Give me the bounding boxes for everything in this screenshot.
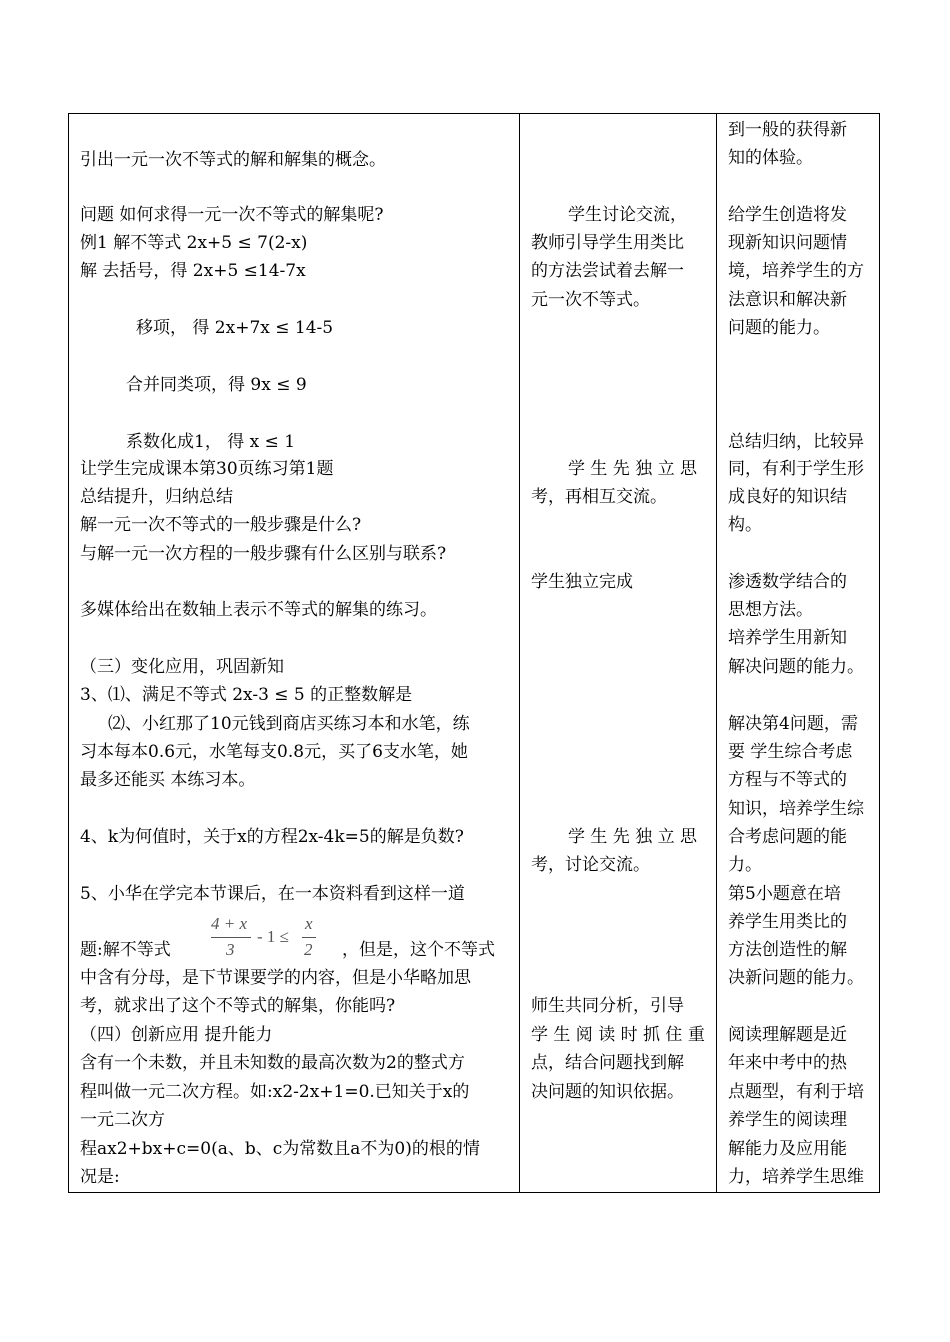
fraction-1-numerator: 4 + x [211,914,248,933]
intent-1-line-2: 现新知识问题情 [728,233,847,253]
activity-4-line-1: 学 生 先 独 立 思 [568,827,698,847]
activity-5-line-1: 师生共同分析，引导 [531,996,684,1016]
activity-2-line-2: 考，再相互交流。 [531,487,667,507]
problem-3-2-line-1: ⑵、小红那了10元钱到商店买练习本和水笔，练 [108,714,470,734]
fraction-1-denominator: 3 [226,940,235,959]
fraction-2-bar [302,937,316,938]
problem-6-line-5: 况是: [80,1167,120,1187]
solve-step-1: 解 去括号，得 2x+5 ≤14-7x [80,261,306,281]
problem-3-1: 3、⑴、满足不等式 2x-3 ≤ 5 的正整数解是 [80,685,413,705]
example-1: 例1 解不等式 2x+5 ≤ 7(2-x) [80,233,308,253]
content-column [69,114,519,1192]
practice-line: 让学生完成课本第30页练习第1题 [80,459,334,479]
intent-2-line-3: 成良好的知识结 [728,487,847,507]
solve-step-2: 移项， 得 2x+7x ≤ 14-5 [136,318,334,338]
problem-5-line-4: 考，就求出了这个不等式的解集，你能吗? [80,996,396,1016]
intent-1-line-3: 境，培养学生的方 [728,261,864,281]
activity-5-line-4: 决问题的知识依据。 [531,1082,684,1102]
formula-middle: - 1 ≤ [257,927,289,946]
problem-6-line-1: 含有一个未数，并且未知数的最高次数为2的整式方 [80,1053,465,1073]
intent-4-line-4: 知识，培养学生综 [728,799,864,819]
intent-3-line-4: 解决问题的能力。 [728,657,864,677]
fraction-2-numerator: x [305,914,313,933]
intent-2-line-2: 同，有利于学生形 [728,459,864,479]
problem-5-line-1: 5、小华在学完本节课后，在一本资料看到这样一道 [80,884,465,904]
intent-5-line-2: 养学生用类比的 [728,912,847,932]
intent-1-line-1: 给学生创造将发 [728,205,847,225]
intent-1-line-5: 问题的能力。 [728,318,830,338]
intent-1-line-4: 法意识和解决新 [728,290,847,310]
concept-line: 引出一元一次不等式的解和解集的概念。 [80,150,386,170]
summary-line: 总结提升，归纳总结 [80,487,233,507]
intent-5-line-1: 第5小题意在培 [728,884,841,904]
intent-0-line-1: 到一般的获得新 [728,120,847,140]
intent-3-line-2: 思想方法。 [728,600,813,620]
summary-question-2: 与解一元一次方程的一般步骤有什么区别与联系? [80,544,447,564]
intent-4-line-2: 要 学生综合考虑 [728,742,853,762]
intent-6-line-1: 阅读理解题是近 [728,1025,847,1045]
activity-1-line-1: 学生讨论交流， [568,205,687,225]
intent-2-line-4: 构。 [728,515,762,535]
activity-1-line-3: 的方法尝试着去解一 [531,261,684,281]
problem-4: 4、k为何值时，关于x的方程2x-4k=5的解是负数? [80,827,464,847]
summary-question-1: 解一元一次不等式的一般步骤是什么? [80,515,362,535]
intent-4-line-5: 合考虑问题的能 [728,827,847,847]
problem-6-line-3: 一元二次方 [80,1110,165,1130]
intent-6-line-4: 养学生的阅读理 [728,1110,847,1130]
fraction-1-bar [211,937,251,938]
intent-6-line-3: 点题型，有利于培 [728,1082,864,1102]
activity-5-line-2: 学 生 阅 读 时 抓 住 重 [531,1025,705,1045]
activity-1-line-2: 教师引导学生用类比 [531,233,684,253]
intent-column [717,114,879,1192]
fraction-2-denominator: 2 [304,940,313,959]
problem-5-line-3: 中含有分母，是下节课要学的内容，但是小华略加思 [80,968,471,988]
intent-2-line-1: 总结归纳，比较异 [728,432,864,452]
intent-3-line-1: 渗透数学结合的 [728,572,847,592]
activity-column [520,114,716,1192]
media-line: 多媒体给出在数轴上表示不等式的解集的练习。 [80,600,437,620]
intent-6-line-6: 力，培养学生思维 [728,1167,864,1187]
lesson-plan-table [68,113,880,1193]
problem-3-2-line-3: 最多还能买 本练习本。 [80,770,256,790]
intent-5-line-4: 决新问题的能力。 [728,968,864,988]
intent-6-line-5: 解能力及应用能 [728,1139,847,1159]
intent-6-line-2: 年来中考中的热 [728,1053,847,1073]
section-4-heading: （四）创新应用 提升能力 [80,1025,273,1045]
problem-5-line-2-prefix: 题:解不等式 [80,940,171,960]
problem-6-line-2: 程叫做一元二次方程。如:x2-2x+1=0.已知关于x的 [80,1082,470,1102]
activity-3: 学生独立完成 [531,572,633,592]
section-3-heading: （三）变化应用，巩固新知 [80,657,284,677]
problem-6-line-4: 程ax2+bx+c=0(a、b、c为常数且a不为0)的根的情 [80,1139,480,1159]
intent-0-line-2: 知的体验。 [728,148,813,168]
intent-4-line-6: 力。 [728,855,762,875]
problem-3-2-line-2: 习本每本0.6元，水笔每支0.8元，买了6支水笔，她 [80,742,468,762]
intent-4-line-3: 方程与不等式的 [728,770,847,790]
activity-4-line-2: 考，讨论交流。 [531,855,650,875]
intent-4-line-1: 解决第4问题，需 [728,714,858,734]
solve-step-4: 系数化成1， 得 x ≤ 1 [126,432,296,452]
inequality-formula [211,914,331,964]
intent-5-line-3: 方法创造性的解 [728,940,847,960]
question-title: 问题 如何求得一元一次不等式的解集呢? [80,205,384,225]
problem-5-line-2-suffix: ，但是，这个不等式 [342,940,495,960]
solve-step-3: 合并同类项，得 9x ≤ 9 [126,375,307,395]
intent-3-line-3: 培养学生用新知 [728,628,847,648]
activity-1-line-4: 元一次不等式。 [531,290,650,310]
activity-2-line-1: 学 生 先 独 立 思 [568,459,698,479]
activity-5-line-3: 点，结合问题找到解 [531,1053,684,1073]
